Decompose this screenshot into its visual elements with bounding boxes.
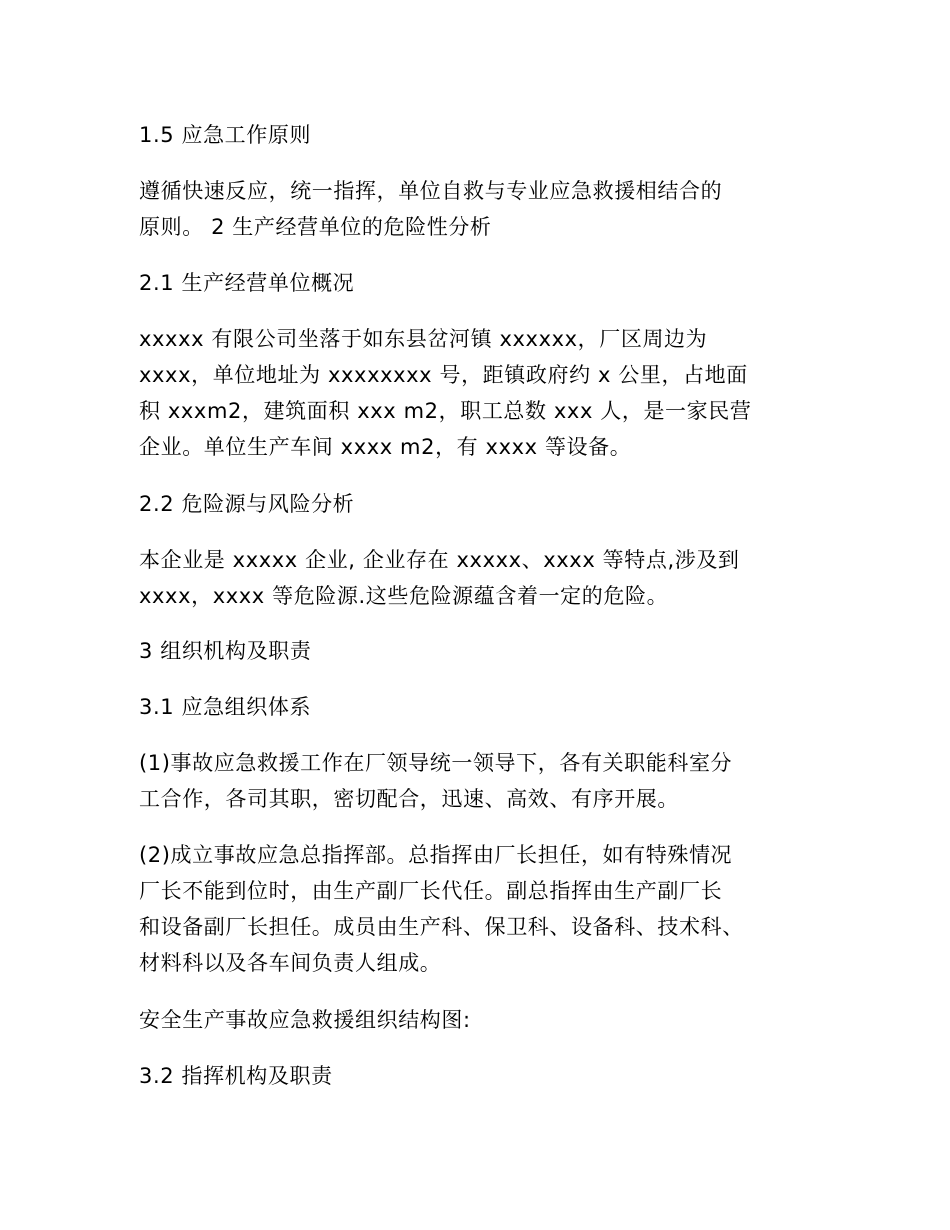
paragraph-org-chart-caption bbox=[139, 1002, 819, 1038]
text-line: 3.1 应急组织体系 bbox=[139, 695, 312, 719]
text-line: (1)事故应急救援工作在厂领导统一领导下，各有关职能科室分 bbox=[139, 751, 733, 775]
text-line: 3.2 指挥机构及职责 bbox=[139, 1064, 333, 1088]
text-line: xxxxx 有限公司坐落于如东县岔河镇 xxxxxx，厂区周边为 bbox=[139, 327, 708, 351]
paragraph-principle bbox=[139, 173, 819, 245]
text-line: 遵循快速反应，统一指挥，单位自救与专业应急救援相结合的 bbox=[139, 179, 723, 203]
paragraph-item-1 bbox=[139, 745, 819, 817]
text-line: 材料科以及各车间负责人组成。 bbox=[139, 951, 442, 975]
paragraph-hazard-analysis bbox=[139, 542, 819, 614]
section-heading-1-5 bbox=[139, 117, 819, 153]
text-line: xxxx，xxxx 等危险源.这些危险源蕴含着一定的危险。 bbox=[139, 584, 669, 608]
text-line: 安全生产事故应急救援组织结构图: bbox=[139, 1008, 471, 1032]
text-line: 工合作，各司其职，密切配合，迅速、高效、有序开展。 bbox=[139, 787, 679, 811]
text-line: 2.2 危险源与风险分析 bbox=[139, 492, 355, 516]
paragraph-company-overview bbox=[139, 321, 819, 465]
section-heading-3-1 bbox=[139, 689, 819, 725]
text-line: 2.1 生产经营单位概况 bbox=[139, 271, 355, 295]
text-line: 3 组织机构及职责 bbox=[139, 639, 312, 663]
section-heading-3-2 bbox=[139, 1058, 819, 1094]
paragraph-item-2 bbox=[139, 837, 819, 981]
text-line: 积 xxxm2，建筑面积 xxx m2，职工总数 xxx 人，是一家民营 bbox=[139, 399, 752, 423]
text-line: 1.5 应急工作原则 bbox=[139, 123, 312, 147]
section-heading-3 bbox=[139, 633, 819, 669]
text-line: 厂长不能到位时，由生产副厂长代任。副总指挥由生产副厂长 bbox=[139, 879, 723, 903]
text-line: 和设备副厂长担任。成员由生产科、保卫科、设备科、技术科、 bbox=[139, 915, 744, 939]
section-heading-2-1 bbox=[139, 265, 819, 301]
text-line: 本企业是 xxxxx 企业, 企业存在 xxxxx、xxxx 等特点,涉及到 bbox=[139, 548, 740, 572]
section-heading-2-2 bbox=[139, 486, 819, 522]
text-line: (2)成立事故应急总指挥部。总指挥由厂长担任，如有特殊情况 bbox=[139, 843, 733, 867]
text-line: xxxx，单位地址为 xxxxxxxx 号，距镇政府约 x 公里，占地面 bbox=[139, 363, 748, 387]
text-line: 企业。单位生产车间 xxxx m2，有 xxxx 等设备。 bbox=[139, 435, 632, 459]
text-line: 原则。 2 生产经营单位的危险性分析 bbox=[139, 215, 492, 239]
